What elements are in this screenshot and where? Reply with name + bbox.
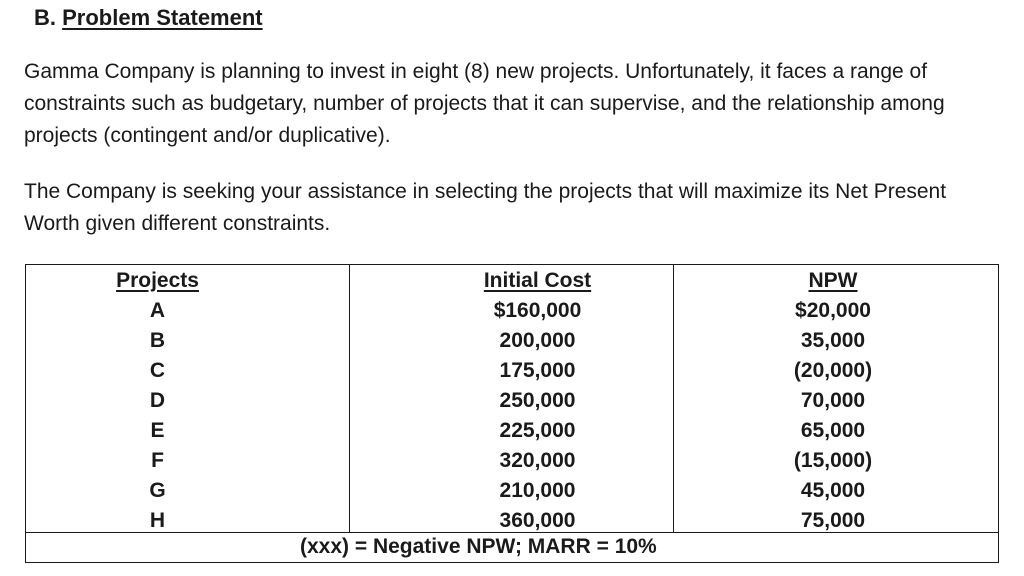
cost-cell: 225,000 [499,419,576,442]
cost-cell: 360,000 [499,509,576,532]
project-cell: E [150,419,165,442]
project-cell: F [151,449,164,472]
npw-cell: 65,000 [800,419,866,442]
npw-cell: (20,000) [793,359,873,382]
table-footnote-row [26,532,998,562]
section-heading [34,4,263,32]
npw-cell: $20,000 [795,299,871,322]
npw-cell: 70,000 [800,389,866,412]
npw-cell: (15,000) [793,449,873,472]
npw-header: NPW [808,269,858,292]
cost-cell: 200,000 [499,329,576,352]
cost-cell: 210,000 [499,479,576,502]
project-cell: C [149,359,166,382]
cost-cell: 320,000 [499,449,576,472]
initial-cost-column [350,265,674,532]
project-cell: G [149,479,166,502]
cost-cell: $160,000 [493,299,582,322]
intro-paragraph: Gamma Company is planning to invest in eight (8) new projects. Unfortunately, it faces a range of constraints such as budgetary, number of projects that it can supervise, and the relationship among projects (contingent and/or duplicative). [24,60,945,147]
section-label: B. [34,5,56,30]
projects-table [25,264,999,563]
project-cell: A [149,299,166,322]
npw-cell: 35,000 [800,329,866,352]
cost-cell: 250,000 [499,389,576,412]
cost-cell: 175,000 [499,359,576,382]
project-cell: H [149,509,166,532]
projects-header: Projects [116,269,199,292]
npw-cell: 45,000 [800,479,866,502]
project-cell: B [149,329,166,352]
npw-cell: 75,000 [800,509,866,532]
initial-cost-header: Initial Cost [483,269,592,292]
table-footnote: (xxx) = Negative NPW; MARR = 10% [300,535,657,558]
projects-column [26,265,350,532]
request-paragraph: The Company is seeking your assistance in selecting the projects that will maximize its Net Present Worth given different constraints. [24,180,947,235]
npw-column [674,265,998,532]
section-title: Problem Statement [62,5,263,30]
project-cell: D [149,389,166,412]
